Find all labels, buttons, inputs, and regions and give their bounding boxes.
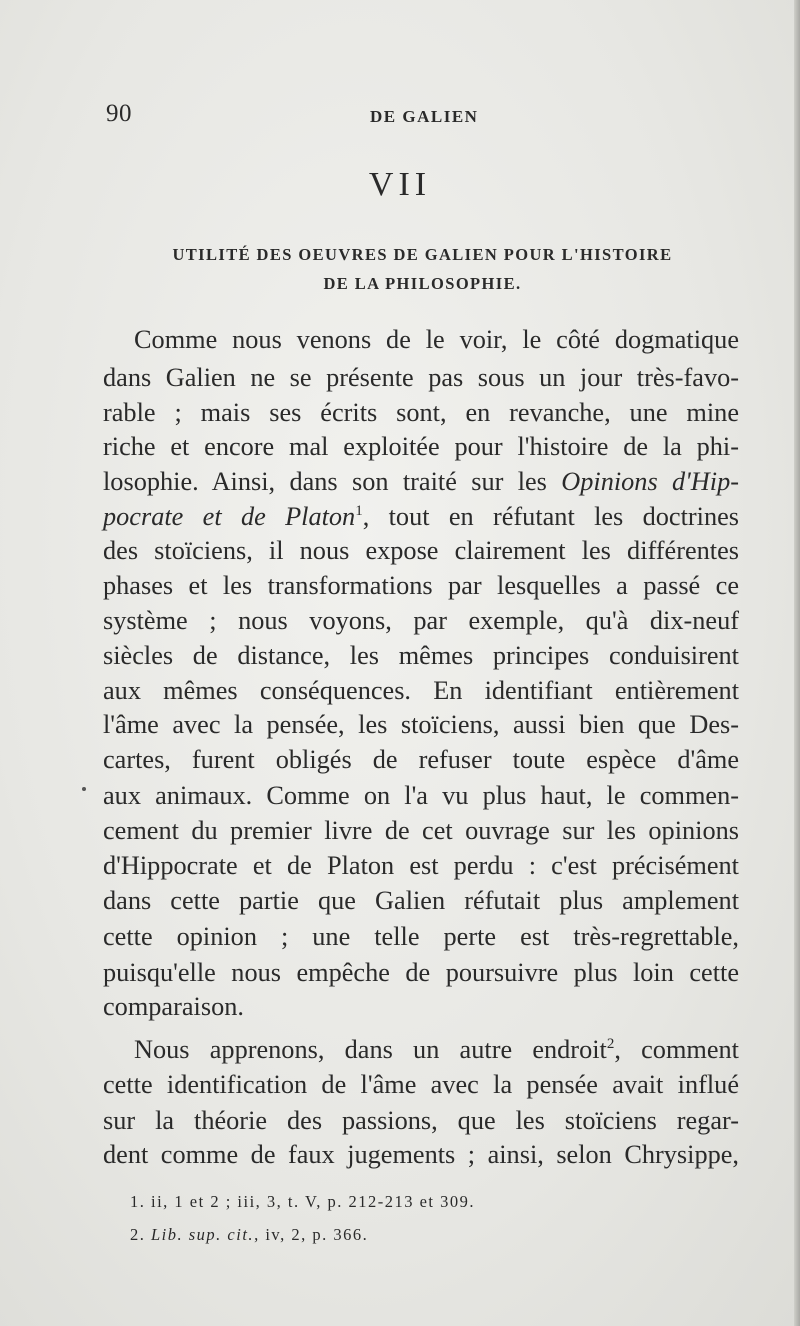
- footnote-text: 1. ii, 1 et 2 ; iii, 3, t. V, p. 212-213 et 309.: [130, 1192, 476, 1211]
- line-text: dans cette partie que Galien réfutait plus amplement: [103, 886, 739, 915]
- line-text: dans Galien ne se présente pas sous un jour très-favo-: [103, 363, 739, 392]
- line-text: phases et les transformations par lesquelles a passé ce: [103, 571, 739, 600]
- text-line: [103, 361, 739, 395]
- page-number: 90: [106, 100, 132, 127]
- line-text: aux mêmes conséquences. En identifiant entièrement: [103, 676, 739, 705]
- chapter-heading: [100, 240, 745, 298]
- line-text: rable ; mais ses écrits sont, en revanche, une mine: [103, 398, 739, 427]
- line-text: d'Hippocrate et de Platon est perdu : c'est précisément: [103, 851, 739, 880]
- text-line: [103, 674, 739, 708]
- text-line: [103, 743, 739, 777]
- text-line: [103, 920, 739, 954]
- line-text: comparaison.: [103, 992, 244, 1021]
- text-line: [103, 500, 739, 534]
- line-text: sur la théorie des passions, que les stoïciens regar-: [103, 1106, 739, 1135]
- text-line: [103, 849, 739, 883]
- line-text: l'âme avec la pensée, les stoïciens, aussi bien que Des-: [103, 710, 739, 739]
- footnote-ref: 2: [606, 1036, 615, 1052]
- footnote: [130, 1225, 368, 1245]
- text-line: [103, 534, 739, 568]
- chapter-number: VII: [368, 166, 432, 203]
- line-text: , tout en réfutant les doctrines: [362, 502, 739, 531]
- footnote: [130, 1192, 475, 1212]
- ink-speck: [82, 787, 86, 791]
- line-text: cartes, furent obligés de refuser toute espèce d'âme: [103, 745, 739, 774]
- text-line: [103, 956, 739, 990]
- footnote-text: , iv, 2, p. 366.: [254, 1225, 369, 1244]
- footnote-number: 2.: [130, 1225, 151, 1244]
- text-line: [103, 604, 739, 638]
- text-line: [134, 1033, 739, 1067]
- footnote-ref: 1: [355, 503, 363, 519]
- text-line: [103, 990, 739, 1024]
- line-text: , comment: [614, 1035, 739, 1064]
- footnote-italic: Lib. sup. cit.: [151, 1225, 255, 1244]
- line-text: système ; nous voyons, par exemple, qu'à dix-neuf: [103, 606, 739, 635]
- italic-title: pocrate et de Platon: [103, 502, 356, 531]
- line-text: puisqu'elle nous empêche de poursuivre plus loin cette: [103, 958, 739, 987]
- line-text: cette identification de l'âme avec la pensée avait influé: [103, 1070, 739, 1099]
- text-line: [103, 569, 739, 603]
- italic-title: Opinions d'Hip-: [561, 467, 739, 496]
- text-line: [103, 1068, 739, 1102]
- line-text: Comme nous venons de le voir, le côté dogmatique: [134, 325, 739, 354]
- text-line: [103, 1104, 739, 1138]
- chapter-heading-line: UTILITÉ DES OEUVRES DE GALIEN POUR L'HISTOIRE: [172, 245, 673, 264]
- text-line: [103, 430, 739, 464]
- line-text: riche et encore mal exploitée pour l'histoire de la phi-: [103, 432, 739, 461]
- text-line: [103, 465, 739, 499]
- line-text: losophie. Ainsi, dans son traité sur les: [103, 467, 562, 496]
- text-line: [103, 396, 739, 430]
- line-text: cette opinion ; une telle perte est très-regrettable,: [103, 922, 739, 951]
- text-line: [103, 1138, 739, 1172]
- line-text: Nous apprenons, dans un autre endroit: [134, 1035, 607, 1064]
- running-title: DE GALIEN: [370, 107, 479, 126]
- text-line: [103, 708, 739, 742]
- text-line: [103, 814, 739, 848]
- line-text: aux animaux. Comme on l'a vu plus haut, le commen-: [103, 781, 739, 810]
- text-line: [103, 639, 739, 673]
- line-text: des stoïciens, il nous expose clairement les différentes: [103, 536, 739, 565]
- text-line: [134, 323, 739, 357]
- chapter-heading-line: DE LA PHILOSOPHIE.: [323, 274, 522, 293]
- line-text: siècles de distance, les mêmes principes conduisirent: [103, 641, 739, 670]
- line-text: cement du premier livre de cet ouvrage sur les opinions: [103, 816, 739, 845]
- text-line: [103, 884, 739, 918]
- line-text: dent comme de faux jugements ; ainsi, selon Chrysippe,: [103, 1140, 739, 1169]
- text-line: [103, 779, 739, 813]
